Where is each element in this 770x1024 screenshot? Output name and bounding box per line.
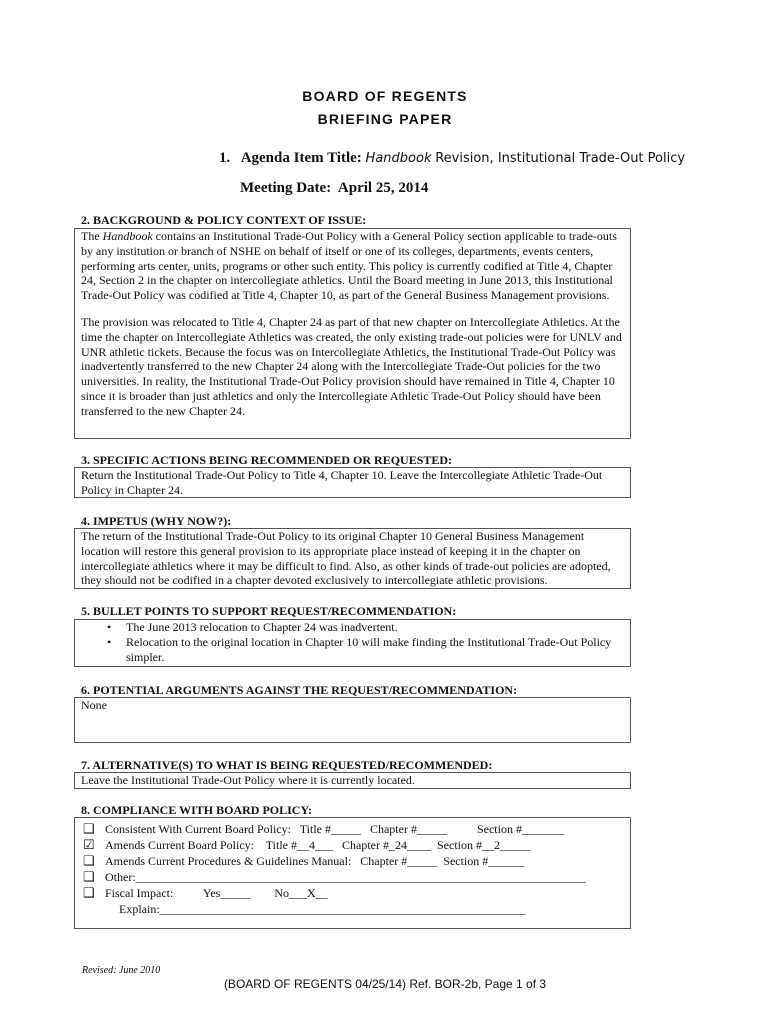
compliance-text: Consistent With Current Board Policy: Title #_____ Chapter #_____ Section #_______ <box>105 822 564 836</box>
meeting-date-line <box>240 180 428 197</box>
section-2-text-handbook: Handbook <box>102 229 153 243</box>
checkbox-icon[interactable]: ❑ <box>83 885 95 900</box>
bullet-text: Relocation to the original location in Chapter 10 will make finding the Institutional Trade-Out Policy simpler. <box>126 634 612 664</box>
section-3-box <box>74 467 631 498</box>
document-title: BOARD OF REGENTS <box>302 88 468 104</box>
checkbox-icon[interactable]: ❑ <box>83 821 95 836</box>
agenda-title-italic: Handbook <box>365 151 432 166</box>
section-2-heading: 2. BACKGROUND & POLICY CONTEXT OF ISSUE: <box>81 213 367 227</box>
agenda-title-label: Agenda Item Title: <box>240 150 362 166</box>
checkbox-icon[interactable]: ❑ <box>83 853 95 868</box>
section-8-box <box>74 817 631 929</box>
meeting-date-label: Meeting Date: <box>240 180 332 196</box>
compliance-row-amends-procedures <box>81 853 624 869</box>
compliance-text: Fiscal Impact: Yes_____ No___X__ <box>105 886 328 900</box>
section-7-heading: 7. ALTERNATIVE(S) TO WHAT IS BEING REQUESTED/RECOMMENDED: <box>81 758 493 772</box>
bullet-icon: • <box>107 634 112 649</box>
explain-text: Explain:_____________________________________________________________ <box>119 902 526 916</box>
section-4-heading: 4. IMPETUS (WHY NOW?): <box>81 514 232 528</box>
section-2-paragraph-2: The provision was relocated to Title 4, Chapter 24 as part of that new chapter on Intercollegiate Athletics. At the time the chapter on Intercollegiate Athletics was created, the only existing trade-out policies were for UNLV and UNR athletic tickets. Because the focus was on Intercollegiate Athletics, the Institutional Trade-Out Policy was inadvertently transferred to the new Chapter 24 along with the Intercollegiate Trade-Out policies for the two universities. In reality, the Institutional Trade-Out Policy provision should have remained in Title 4, Chapter 10 since it is broader than just athletics and only the Intercollegiate Athletic Trade-Out Policy should have been transferred to the new Chapter 24. <box>81 314 622 418</box>
revised-note: Revised: June 2010 <box>82 965 161 976</box>
compliance-row-amends-policy <box>81 837 624 853</box>
section-8-heading: 8. COMPLIANCE WITH BOARD POLICY: <box>81 803 313 817</box>
section-3-heading: 3. SPECIFIC ACTIONS BEING RECOMMENDED OR REQUESTED: <box>81 453 453 467</box>
bullet-text: The June 2013 relocation to Chapter 24 was inadvertent. <box>126 620 398 634</box>
section-5-box <box>74 619 631 667</box>
section-6-text: None <box>81 698 107 712</box>
compliance-row-other <box>81 869 624 885</box>
compliance-text: Amends Current Procedures & Guidelines Manual: Chapter #_____ Section #______ <box>105 854 525 868</box>
section-6-heading: 6. POTENTIAL ARGUMENTS AGAINST THE REQUEST/RECOMMENDATION: <box>81 683 518 697</box>
section-5-heading: 5. BULLET POINTS TO SUPPORT REQUEST/RECOMMENDATION: <box>81 604 457 618</box>
list-item <box>81 635 624 665</box>
bullet-list <box>81 620 624 664</box>
list-item <box>81 620 624 635</box>
checked-checkbox-icon[interactable]: ☑ <box>83 837 95 852</box>
section-4-box <box>74 528 631 589</box>
section-4-text: The return of the Institutional Trade-Out Policy to its original Chapter 10 General Business Management location will restore this general provision to its appropriate place instead of keeping it in the chapter on intercollegiate athletics where it may be difficult to find. Also, as other kinds of trade-out policies are adopted, they should not be codified in a chapter devoted exclusively to intercollegiate athletic provisions. <box>81 529 611 588</box>
compliance-row-explain <box>81 901 624 917</box>
section-2-box <box>74 228 631 439</box>
section-3-text: Return the Institutional Trade-Out Policy to Title 4, Chapter 10. Leave the Intercollegiate Athletic Trade-Out Policy in Chapter 24. <box>81 468 603 497</box>
compliance-row-consistent <box>81 821 624 837</box>
section-7-text: Leave the Institutional Trade-Out Policy where it is currently located. <box>81 773 415 787</box>
section-2-text-rest: contains an Institutional Trade-Out Policy with a General Policy section applicable to trade-outs by any institution or branch of NSHE on behalf of itself or one of its colleges, departments, events centers, performing arts center, units, programs or other such entity. This policy is currently codified at Title 4, Chapter 24, Section 2 in the chapter on intercollegiate athletics. Until the Board meeting in June 2013, this Institutional Trade-Out Policy was codified at Title 4, Chapter 10, as part of the General Business Management provisions. <box>81 229 617 303</box>
section-7-box <box>74 772 631 789</box>
agenda-title-line <box>219 150 685 167</box>
section-2-paragraph-1 <box>81 229 624 303</box>
section-2-text-the: The <box>81 229 100 243</box>
page-reference: (BOARD OF REGENTS 04/25/14) Ref. BOR-2b, Page 1 of 3 <box>223 977 547 991</box>
compliance-text: Amends Current Board Policy: Title #__4___ Chapter #_24____ Section #__2_____ <box>105 838 530 852</box>
agenda-number: 1. <box>219 150 231 166</box>
checkbox-icon[interactable]: ❑ <box>83 869 95 884</box>
agenda-title-value: Revision, Institutional Trade-Out Policy <box>435 151 686 166</box>
bullet-icon: • <box>107 620 112 634</box>
compliance-text: Other:___________________________________________________________________________ <box>105 870 586 884</box>
meeting-date-value: April 25, 2014 <box>337 180 429 196</box>
section-6-box <box>74 697 631 743</box>
document-subtitle: BRIEFING PAPER <box>317 111 453 127</box>
compliance-row-fiscal-impact <box>81 885 624 901</box>
